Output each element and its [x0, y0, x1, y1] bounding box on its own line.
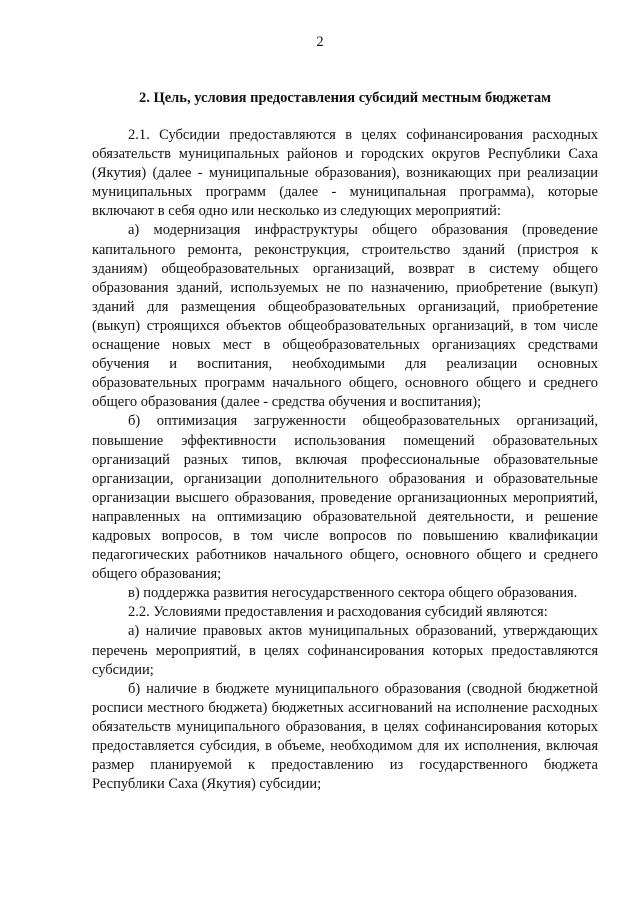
paragraph-2-1-a: а) модернизация инфраструктуры общего образования (проведение капитального ремонта, реконструкция, строительство зданий (пристроя к зданиям) общеобразовательных организаций, возврат в систему общего образования зданий, используемых не по назначению, приобретение (выкуп) зданий для размещения общеобразовательных организаций, приобретение (выкуп) строящихся объектов общеобразовательных организаций, в том числе оснащение новых мест в общеобразовательных организациях средствами обучения и воспитания, необходимыми для реализации основных образовательных программ начального общего, основного общего и среднего общего образования (далее - средства обучения и воспитания);: [92, 222, 598, 411]
section-heading: 2. Цель, условия предоставления субсидий местным бюджетам: [138, 90, 552, 106]
paragraph-2-2: 2.2. Условиями предоставления и расходования субсидий являются:: [128, 604, 548, 621]
paragraph-2-1-v: в) поддержка развития негосударственного сектора общего образования.: [128, 585, 578, 602]
paragraph-2-2-b: б) наличие в бюджете муниципального образования (сводной бюджетной росписи местного бюджета) бюджетных ассигнований на исполнение расходных обязательств муниципального образования, в целях софинансирования которых предоставляется субсидия, в объеме, необходимом для их исполнения, включая размер планируемой к предоставлению из государственного бюджета Республики Саха (Якутия) субсидии;: [92, 680, 598, 793]
paragraph-2-2-a: а) наличие правовых актов муниципальных образований, утверждающих перечень мероприятий, в целях софинансирования которых предоставляются субсидии;: [92, 623, 598, 678]
page-number: 2: [316, 34, 324, 50]
paragraph-2-1-b: б) оптимизация загруженности общеобразовательных организаций, повышение эффективности использования помещений образовательных организаций разных типов, включая профессиональные образовательные организации, организации дополнительного образования и образовательные организации высшего образования, проведение организационных мероприятий, направленных на оптимизацию образовательной деятельности, и решение кадровых вопросов, в том числе вопросов по повышению квалификации педагогических работников начального общего, основного общего и среднего общего образования;: [92, 413, 598, 583]
document-body: [92, 126, 598, 794]
paragraph-2-1: 2.1. Субсидии предоставляются в целях софинансирования расходных обязательств муниципальных районов и городских округов Республики Саха (Якутия) (далее - муниципальные образования), возникающих при реализации муниципальных программ (далее - муниципальная программа), которые включают в себя одно или несколько из следующих мероприятий:: [92, 127, 598, 220]
